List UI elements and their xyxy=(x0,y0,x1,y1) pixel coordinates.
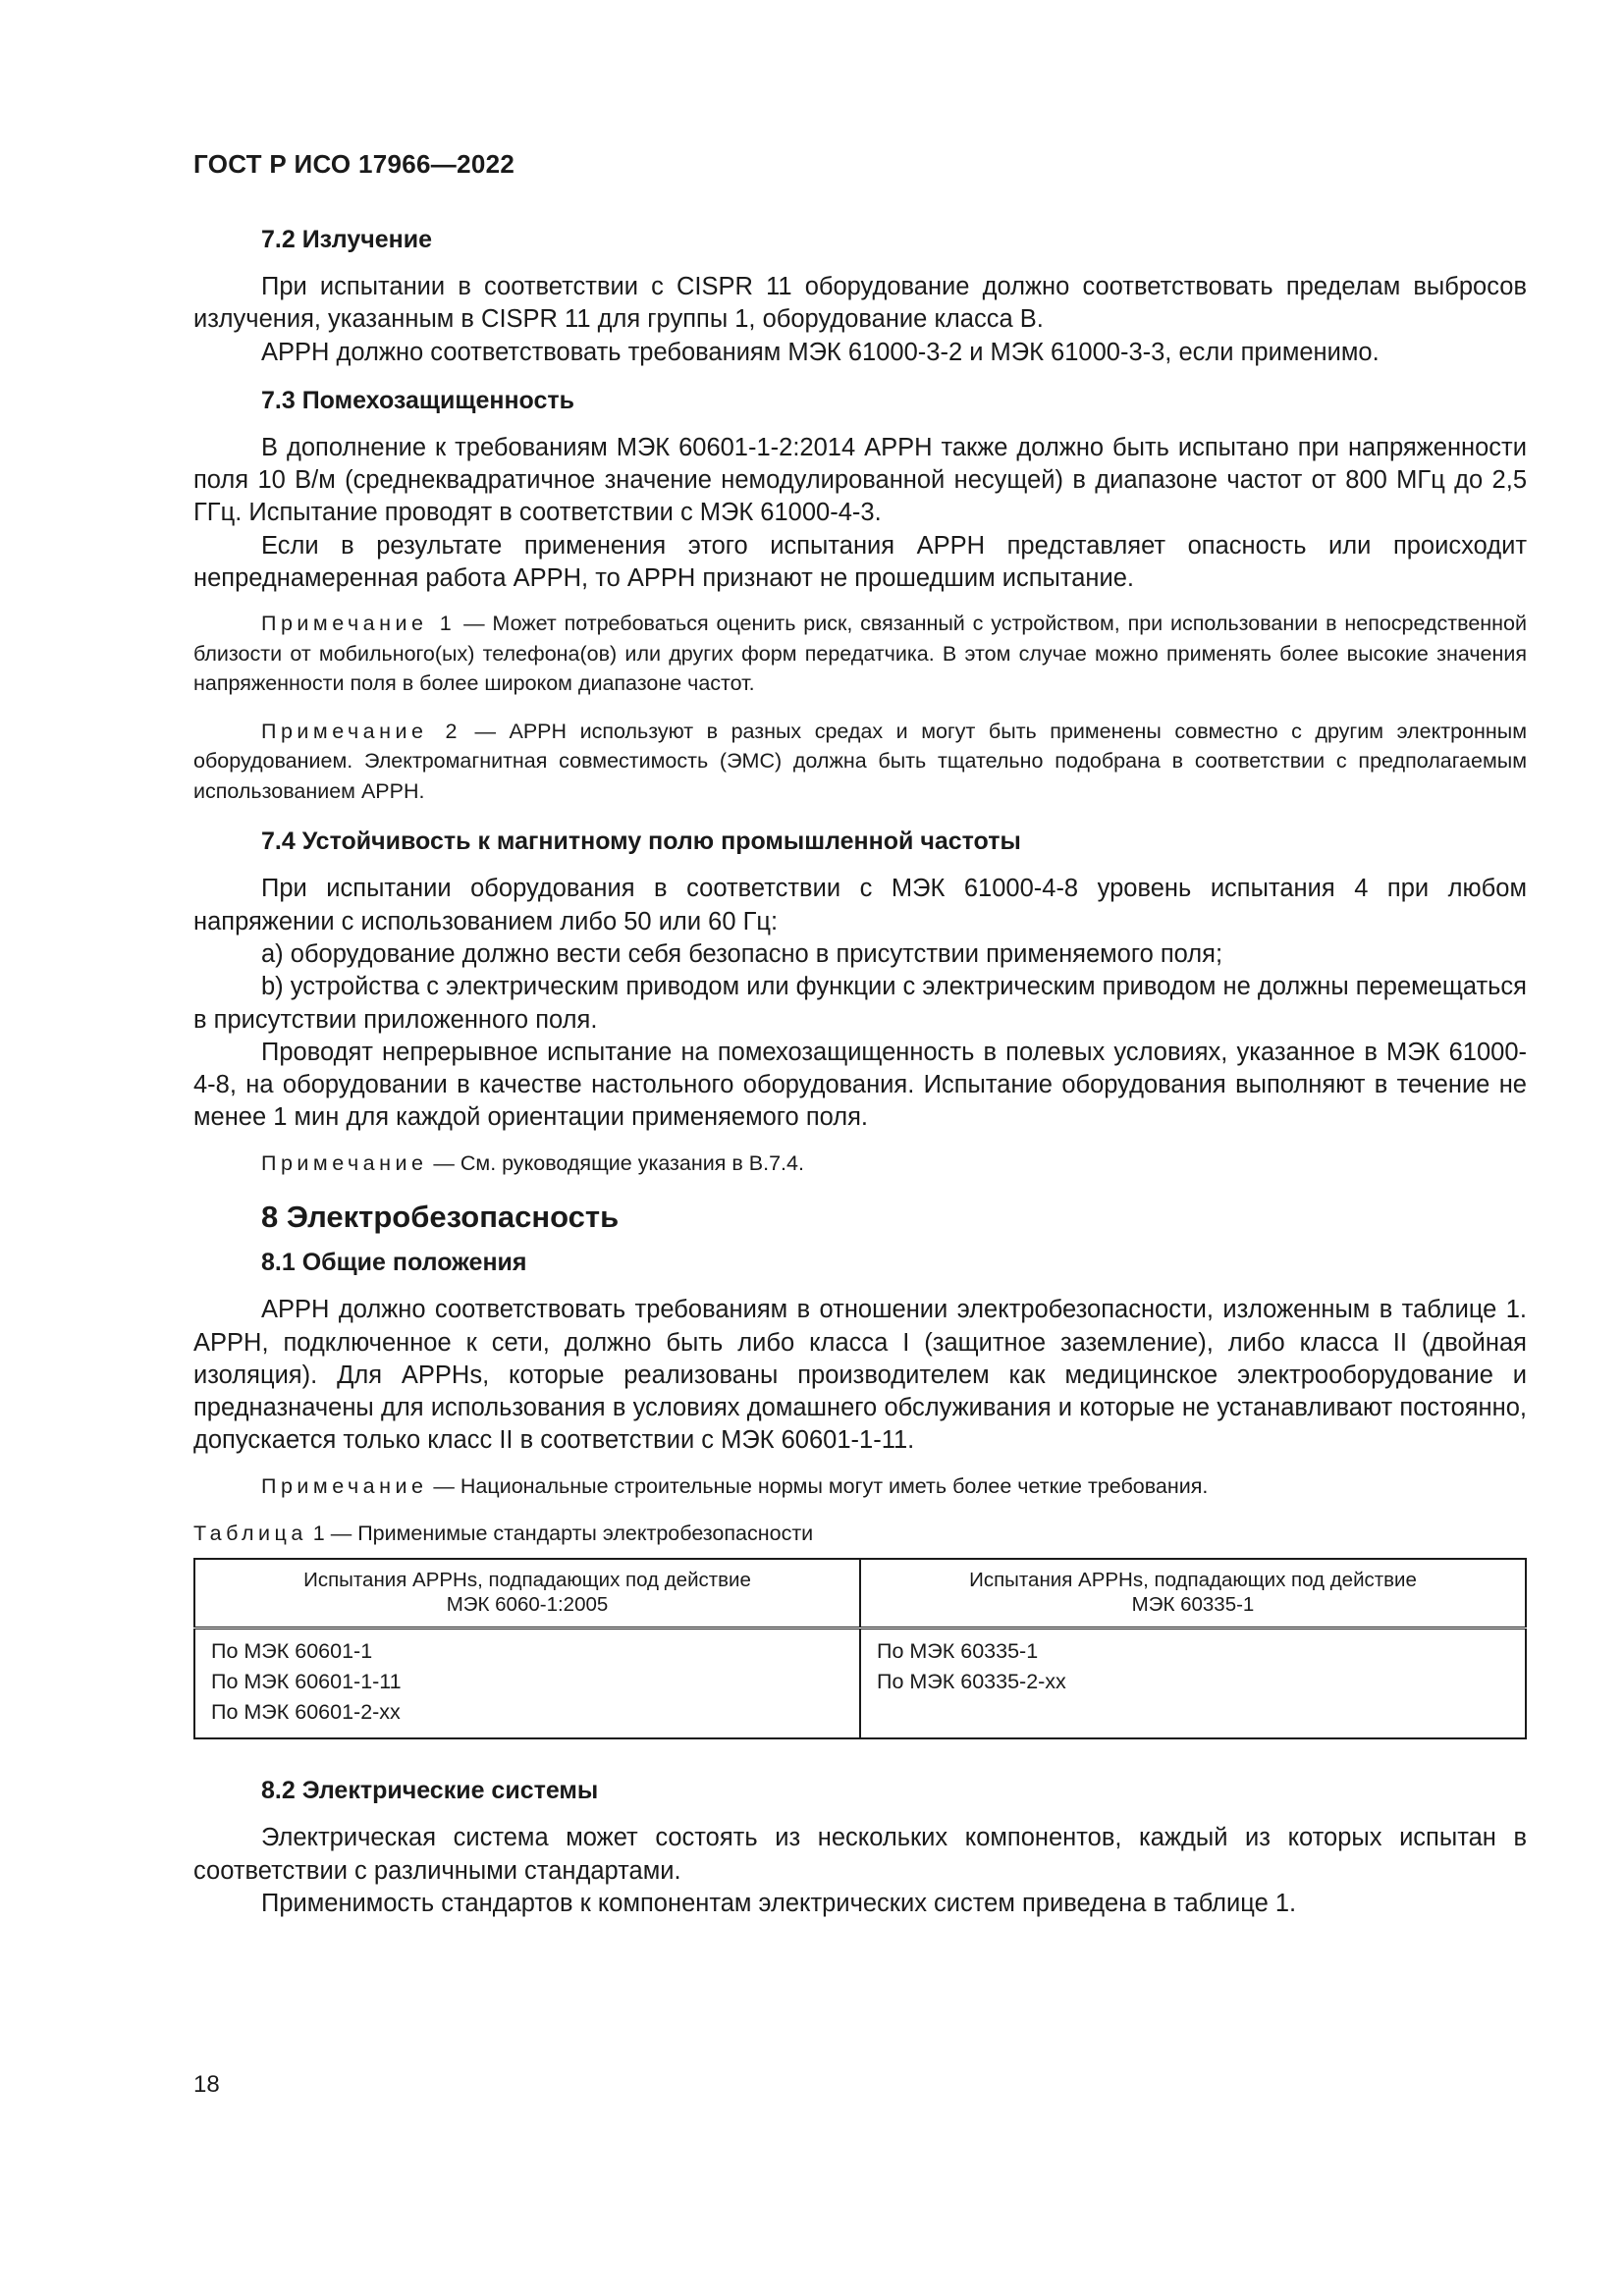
section-8-1-paragraph: APPH должно соответствовать требованиям в отношении электробезопасности, изложенным в таблице 1. APPH, подключенное к сети, должно быть либо класса I (защитное заземление), либо класса II (двойная изоляция). Для APPHs, которые реализованы производителем как медицинское электрооборудование и предназначены для использования в условиях домашнего обслуживания и которые не устанавливают постоянно, допускается только класс II в соответствии с МЭК 60601-1-11. xyxy=(193,1296,1527,1455)
table-header-col-2 xyxy=(860,1559,1526,1629)
note-label: Примечание xyxy=(261,1473,428,1498)
table-1-caption xyxy=(193,1519,1527,1548)
note-text: — Может потребоваться оценить риск, связанный с устройством, при использовании в непосредственной близости от мобильного(ых) телефона(ов) или других форм передатчика. В этом случае можно применять более высокие значения напряженности поля в более широком диапазоне частот. xyxy=(193,612,1527,696)
note-label: Примечание 2 xyxy=(261,719,461,743)
table-header-col-1 xyxy=(194,1559,860,1629)
section-8-2-paragraph-1: Электрическая система может состоять из нескольких компонентов, каждый из которых испытан в соответствии с различными стандартами. xyxy=(193,1824,1527,1885)
section-7-3-paragraph-2: Если в результате применения этого испытания APPH представляет опасность или происходит непреднамеренная работа APPH, то APPH признают не прошедшим испытание. xyxy=(193,531,1527,593)
document-id-header: ГОСТ Р ИСО 17966—2022 xyxy=(193,149,515,179)
section-7-3-title: 7.3 Помехозащищенность xyxy=(261,386,575,414)
header-line: Испытания APPHs, подпадающих под действие xyxy=(303,1569,751,1592)
note-text: — Национальные строительные нормы могут иметь более четкие требования. xyxy=(427,1473,1209,1498)
section-7-4-paragraph-2: Проводят непрерывное испытание на помехозащищенность в полевых условиях, указанное в МЭК 61000-4-8, на оборудовании в качестве настольного оборудования. Испытание оборудования выполняют в течение не менее 1 мин для каждой ориентации применяемого поля. xyxy=(193,1038,1527,1132)
page-number: 18 xyxy=(193,2071,220,2098)
section-7-4-list-item-b: b) устройства с электрическим приводом или функции с электрическим приводом не должны перемещаться в присутствии приложенного поля. xyxy=(193,973,1527,1034)
standard-ref: По МЭК 60601-1 xyxy=(211,1639,373,1664)
standard-ref: По МЭК 60335-1 xyxy=(877,1639,1039,1664)
section-7-3-note-2 xyxy=(193,717,1527,807)
section-7-2-paragraph-1: При испытании в соответствии с CISPR 11 оборудование должно соответствовать пределам выбросов излучения, указанным в CISPR 11 для группы 1, оборудование класса B. xyxy=(193,273,1527,334)
section-7-2-title: 7.2 Излучение xyxy=(261,226,433,253)
table-caption-text: 1 — Применимые стандарты электробезопасности xyxy=(306,1522,814,1546)
header-line: МЭК 60335-1 xyxy=(1131,1593,1255,1617)
section-7-3-paragraph-1: В дополнение к требованиям МЭК 60601-1-2:2014 APPH также должно быть испытано при напряженности поля 10 В/м (среднеквадратичное значение немодулированной несущей) в диапазоне частот от 800 МГц до 2,5 ГГц. Испытание проводят в соответствии с МЭК 61000-4-3. xyxy=(193,433,1527,527)
section-7-3-note-1 xyxy=(193,609,1527,699)
section-8-title: 8 Электробезопасность xyxy=(261,1200,620,1235)
standard-ref: По МЭК 60601-1-11 xyxy=(211,1670,402,1694)
section-8-2-title: 8.2 Электрические системы xyxy=(261,1777,599,1805)
standard-ref: По МЭК 60601-2-xx xyxy=(211,1700,401,1725)
standard-ref: По МЭК 60335-2-xx xyxy=(877,1670,1066,1694)
note-text: — См. руководящие указания в B.7.4. xyxy=(427,1150,804,1175)
note-text: — APPH используют в разных средах и могут быть применены совместно с другим электронным оборудованием. Электромагнитная совместимость (ЭМС) должна быть тщательно подобрана в соответствии с предполагаемым использованием APPH. xyxy=(193,719,1527,803)
note-label: Примечание 1 xyxy=(261,612,457,636)
header-line: МЭК 6060-1:2005 xyxy=(446,1593,609,1617)
section-7-4-paragraph-1: При испытании оборудования в соответствии с МЭК 61000-4-8 уровень испытания 4 при любом напряжении с использованием либо 50 или 60 Гц: xyxy=(193,875,1527,935)
section-7-4-note xyxy=(193,1148,1527,1179)
table-cell-col-1 xyxy=(194,1629,860,1739)
section-7-4-list-item-a: a) оборудование должно вести себя безопасно в присутствии применяемого поля; xyxy=(261,939,1223,968)
section-8-1-note xyxy=(193,1471,1527,1502)
note-label: Примечание xyxy=(261,1150,428,1175)
section-8-1-title: 8.1 Общие положения xyxy=(261,1249,527,1277)
section-8-2-paragraph-2: Применимость стандартов к компонентам электрических систем приведена в таблице 1. xyxy=(261,1889,1297,1917)
standards-table xyxy=(193,1558,1527,1739)
table-cell-col-2 xyxy=(860,1629,1526,1739)
header-line: Испытания APPHs, подпадающих под действие xyxy=(969,1569,1417,1592)
page-content xyxy=(193,222,1527,1920)
section-7-4-title: 7.4 Устойчивость к магнитному полю промышленной частоты xyxy=(261,828,1021,856)
table-header-row xyxy=(194,1559,1526,1629)
table-row xyxy=(194,1629,1526,1739)
table-caption-label: Таблица xyxy=(193,1522,307,1546)
section-7-2-paragraph-2: APPH должно соответствовать требованиям МЭК 61000-3-2 и МЭК 61000-3-3, если применимо. xyxy=(261,338,1380,366)
